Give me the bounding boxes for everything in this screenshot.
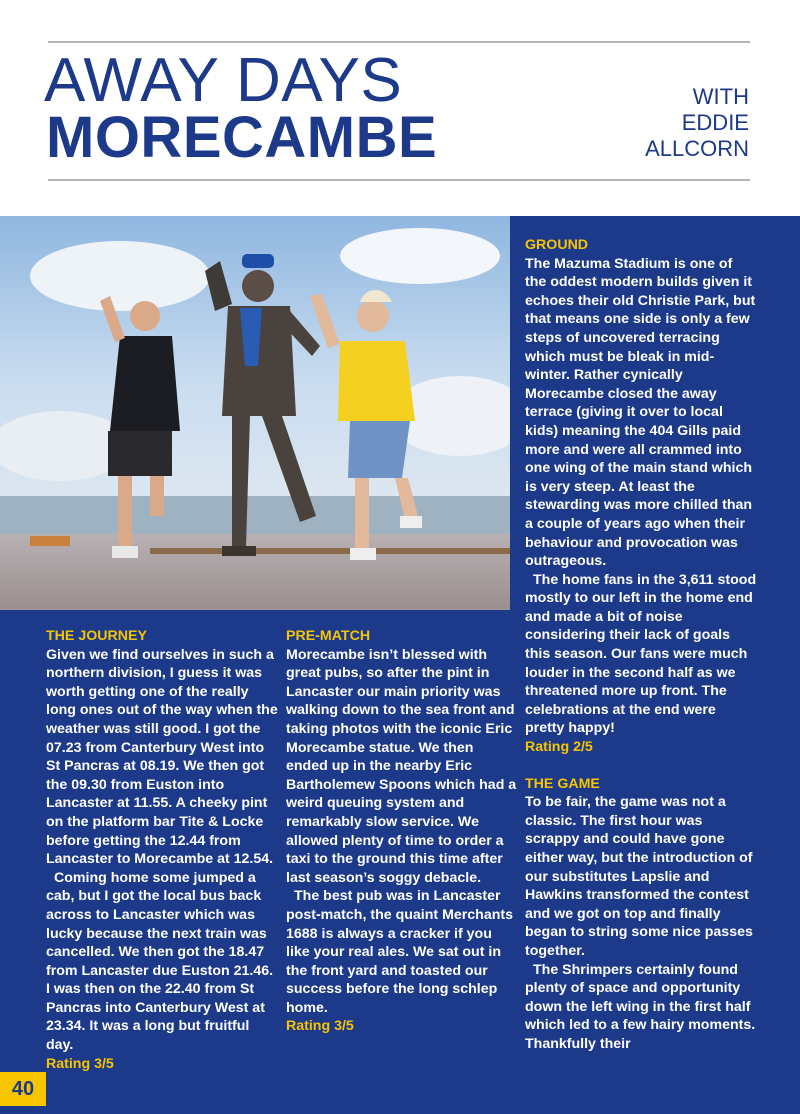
byline-line: EDDIE [681,110,749,135]
section-heading: THE JOURNEY [46,628,147,644]
paragraph: The Shrimpers certainly found plenty of space and opportunity down the left wing in the first half which led to a few hairy moments. Thankfully their [525,961,756,1052]
paragraph: To be fair, the game was not a classic. The first hour was scrappy and could have gone either way, but the introduction of our substitutes Lapslie and Hawkins transformed the contest and we got on top and finally began to string some nice passes together. [525,794,753,959]
rating: Rating 3/5 [286,1018,354,1035]
title-morecambe: MORECAMBE [46,105,438,170]
page-number: 40 [0,1072,46,1106]
section-heading: PRE-MATCH [286,628,371,644]
paragraph: The Mazuma Stadium is one of the oddest modern builds given it echoes their old Christie Park, but that means one side is only a few steps of uncovered terracing which must be bleak in mid-winter. Rather cynically Morecambe closed the away terrace (giving it over to local kids) meaning the 404 Gills paid more and were all crammed into one wing of the main stand which is very steep. At least the stewarding was more chilled than a couple of years ago when their behaviour and provocation was outrageous. [525,255,756,570]
section-spacer [525,757,757,775]
paragraph: Coming home some jumped a cab, but I got the local bus back across to Lancaster which was lucky because the next train was cancelled. We then got the 18.47 from Lancaster due Euston 21.46. I was then on the 22.40 from St Pancras into Canterbury West at 23.34. It was a long but fruitful day. [46,869,274,1054]
paragraph: Morecambe isn’t blessed with great pubs, so after the pint in Lancaster our main priority was walking down to the sea front and taking photos with the iconic Eric Morecambe statue. We then ended up in the nearby Eric Bartholemew Spoons which had a weird queuing system and remarkably slow service. We allowed plenty of time to order a taxi to the ground this time after last season’s soggy debacle. [286,646,517,886]
bottom-rule [48,179,750,181]
statue-photo [0,216,510,610]
section-heading: GROUND [525,237,589,253]
section-ground-and-game [525,236,757,1054]
rating: Rating 2/5 [525,739,593,756]
photo-illustration [0,216,510,610]
paragraph: Given we find ourselves in such a northern division, I guess it was worth getting one of the really long ones out of the way when the weather was still good. I got the 07.23 from Canterbury West into St Pancras at 08.19. We then got the 09.30 from Euston into Lancaster at 11.55. A cheeky pint on the platform bar Tite & Locke before getting the 12.44 from Lancaster to Morecambe at 12.54. [46,646,278,868]
top-rule [48,41,750,43]
title-away-days: AWAY DAYS [44,46,403,115]
byline-line: ALLCORN [645,136,749,161]
section-the-journey [46,627,278,1073]
section-pre-match [286,627,518,1036]
paragraph: The home fans in the 3,611 stood mostly to our left in the home end and made a bit of noise considering their lack of goals this season. Our fans were much louder in the second half as we threatened more up front. The celebrations at the end were pretty happy! [525,571,757,737]
section-heading: THE GAME [525,775,600,792]
byline-line: WITH [692,84,749,109]
rating: Rating 3/5 [46,1055,114,1072]
paragraph: The best pub was in Lancaster post-match, the quaint Merchants 1688 is always a cracker if you like your real ales. We sat out in the front yard and toasted our success before the long schlep home. [286,888,514,1016]
byline [609,84,749,162]
page-header [0,0,800,216]
